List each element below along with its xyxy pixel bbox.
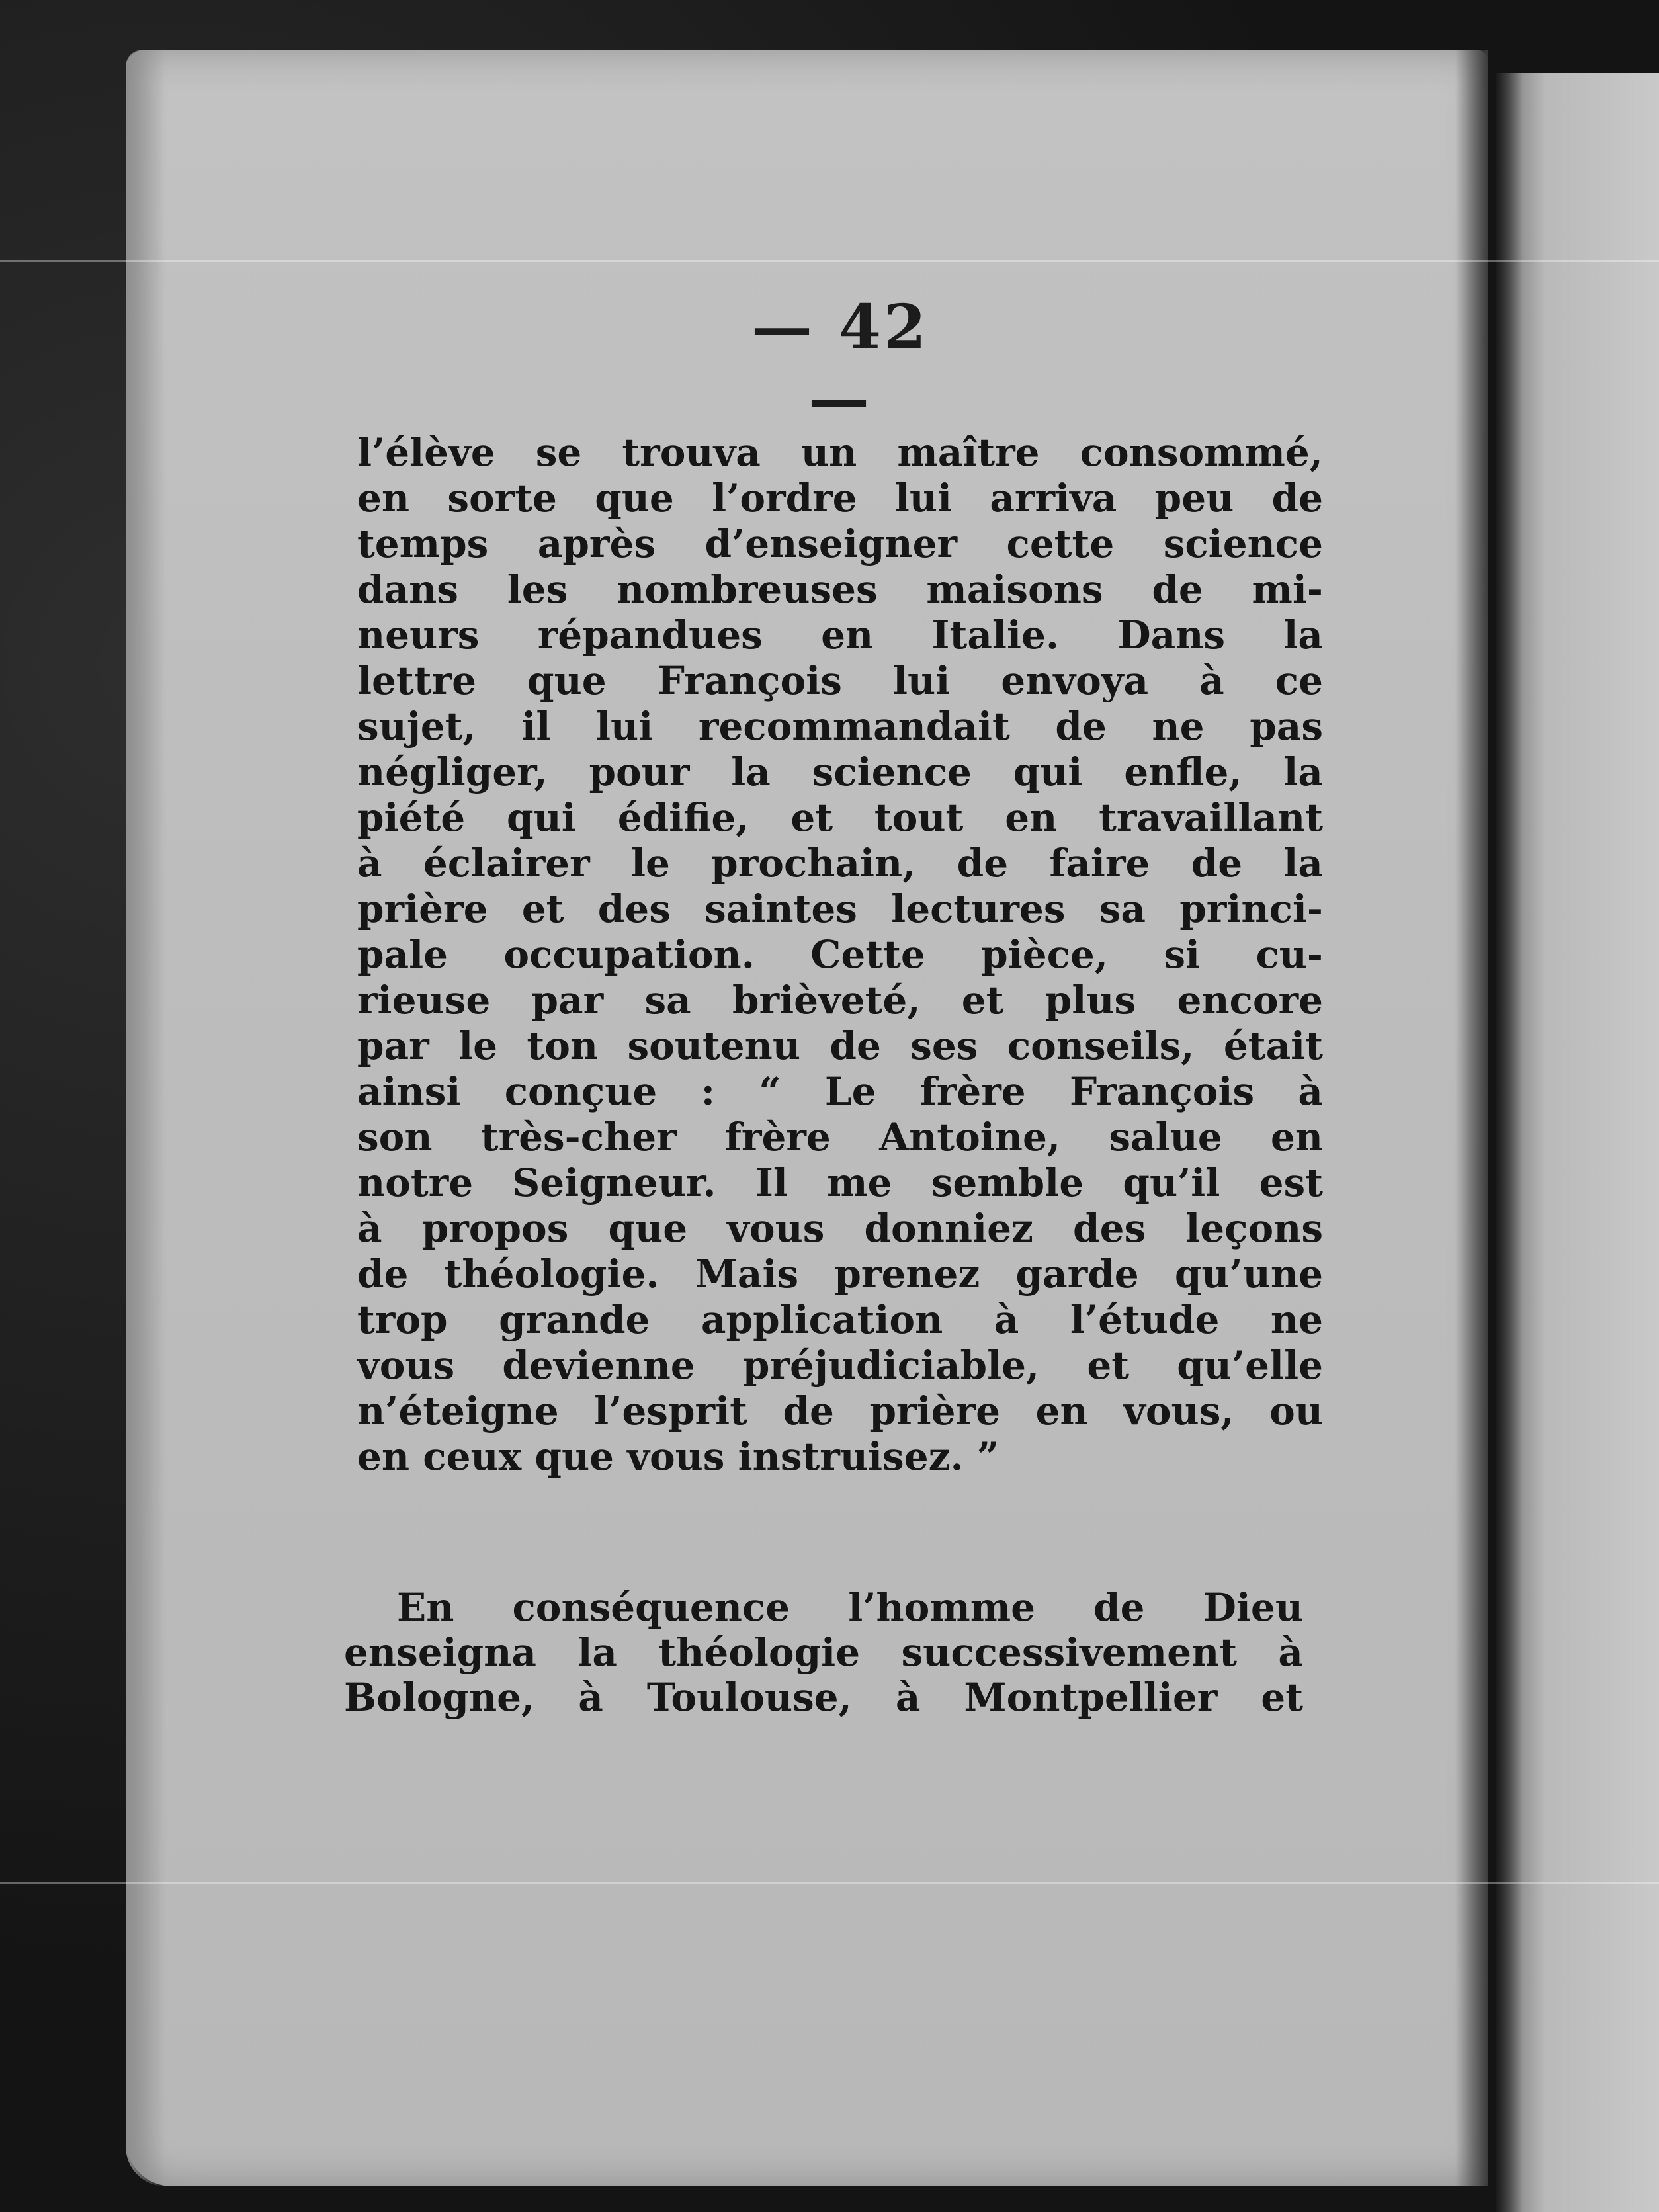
text-line: négliger, pour la science qui enfle, la bbox=[357, 749, 1323, 794]
text-line: En conséquence l’homme de Dieu bbox=[397, 1585, 1303, 1630]
text-line: en ceux que vous instruisez. ” bbox=[357, 1434, 1000, 1479]
paragraph-2 bbox=[344, 1585, 1303, 1720]
text-line: piété qui édifie, et tout en travaillant bbox=[357, 795, 1323, 840]
text-line: dans les nombreuses maisons de mi- bbox=[357, 567, 1323, 612]
text-line: notre Seigneur. Il me semble qu’il est bbox=[357, 1160, 1323, 1205]
text-line: prière et des saintes lectures sa princi- bbox=[357, 886, 1323, 931]
text-line: de théologie. Mais prenez garde qu’une bbox=[357, 1252, 1323, 1297]
text-line: vous devienne préjudiciable, et qu’elle bbox=[357, 1343, 1323, 1388]
text-line: neurs répandues en Italie. Dans la bbox=[357, 613, 1323, 658]
text-line: Bologne, à Toulouse, à Montpellier et bbox=[344, 1675, 1303, 1720]
page-left-edge bbox=[126, 50, 165, 2186]
adjacent-page-edge bbox=[1496, 73, 1659, 2212]
text-line: sujet, il lui recommandait de ne pas bbox=[357, 704, 1323, 749]
text-line: ainsi conçue : “ Le frère François à bbox=[357, 1069, 1323, 1114]
text-line: trop grande application à l’étude ne bbox=[357, 1297, 1323, 1342]
page-number: — 42 — bbox=[751, 291, 929, 434]
scan-artifact-line bbox=[0, 260, 1659, 262]
text-line: rieuse par sa brièveté, et plus encore bbox=[357, 978, 1323, 1023]
text-line: lettre que François lui envoya à ce bbox=[357, 658, 1323, 703]
text-line: par le ton soutenu de ses conseils, était bbox=[357, 1023, 1323, 1068]
text-line: à propos que vous donniez des leçons bbox=[357, 1206, 1323, 1251]
scan-artifact-line bbox=[0, 1882, 1659, 1884]
text-line: pale occupation. Cette pièce, si cu- bbox=[357, 932, 1323, 977]
text-line: temps après d’enseigner cette science bbox=[357, 521, 1323, 566]
text-line: n’éteigne l’esprit de prière en vous, ou bbox=[357, 1388, 1323, 1433]
text-line: l’élève se trouva un maître consommé, bbox=[357, 430, 1323, 475]
gutter-shadow bbox=[1496, 73, 1523, 2212]
paragraph-1 bbox=[357, 430, 1323, 1480]
text-line: son très-cher frère Antoine, salue en bbox=[357, 1115, 1323, 1160]
text-line: enseigna la théologie successivement à bbox=[344, 1630, 1303, 1675]
text-line: à éclairer le prochain, de faire de la bbox=[357, 841, 1323, 886]
text-line: en sorte que l’ordre lui arriva peu de bbox=[357, 476, 1323, 521]
page-binding-shadow bbox=[1455, 50, 1488, 2186]
